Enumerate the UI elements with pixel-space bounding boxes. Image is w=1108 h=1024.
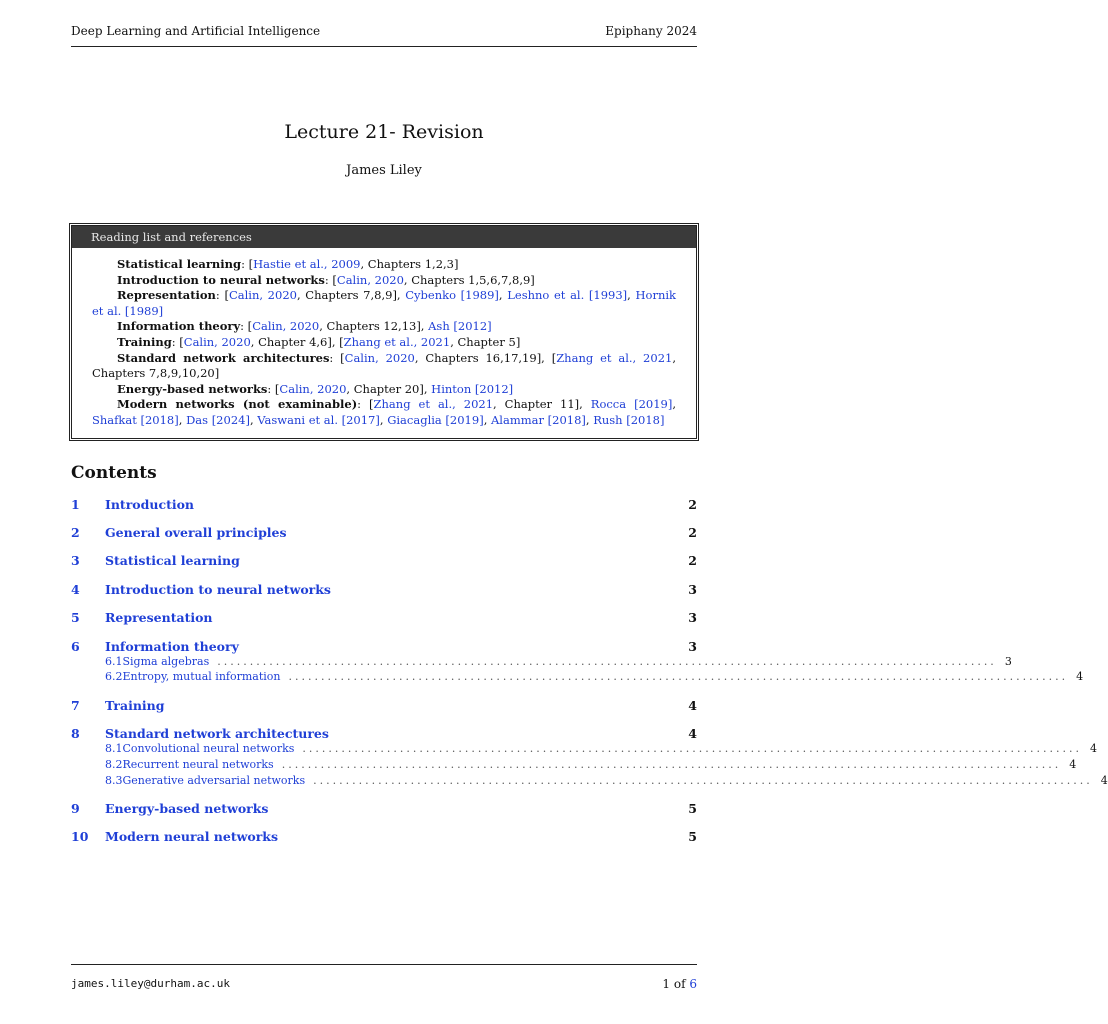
toc-section-row[interactable] bbox=[71, 637, 697, 655]
page-footer bbox=[71, 977, 697, 991]
reading-list-heading: Reading list and references bbox=[72, 226, 696, 248]
citation-text: , Chapter 11], bbox=[493, 397, 591, 412]
reading-topic: Representation bbox=[117, 288, 216, 303]
citation-text: , Chapter 4,6], [ bbox=[250, 334, 344, 349]
toc-leader-dots: ........................................................................................................................ bbox=[217, 655, 997, 668]
citation-link[interactable]: Leshno et al. [1993] bbox=[507, 288, 628, 303]
toc-subsection-number: 8.1 bbox=[105, 742, 123, 755]
toc-subsection-row[interactable] bbox=[71, 757, 1077, 772]
toc-section-number: 5 bbox=[71, 609, 80, 625]
toc-subsection-title[interactable]: Convolutional neural networks bbox=[122, 742, 295, 755]
footer-rule bbox=[71, 964, 697, 965]
page-title: Lecture 21- Revision bbox=[284, 121, 484, 143]
author-email-link[interactable]: james.liley@durham.ac.uk bbox=[71, 977, 230, 990]
citation-link[interactable]: Zhang et al., 2021 bbox=[556, 350, 673, 365]
toc-subsection-row[interactable] bbox=[71, 654, 1012, 669]
toc-section-page: 5 bbox=[688, 800, 697, 816]
toc-section-number: 10 bbox=[71, 828, 89, 844]
reading-separator: : [ bbox=[329, 350, 345, 365]
reading-entry bbox=[92, 257, 676, 273]
toc-section-row[interactable] bbox=[71, 523, 697, 541]
toc-subsection-title[interactable]: Recurrent neural networks bbox=[122, 758, 274, 771]
citation-link[interactable]: Giacaglia [2019] bbox=[387, 412, 484, 427]
toc-section-row[interactable] bbox=[71, 724, 697, 742]
reading-entry bbox=[92, 273, 676, 289]
citation-link[interactable]: Rush [2018] bbox=[593, 412, 665, 427]
reading-list-box bbox=[69, 223, 699, 441]
citation-link[interactable]: Shafkat [2018] bbox=[92, 412, 179, 427]
contents-heading: Contents bbox=[71, 463, 157, 483]
citation-text: , bbox=[627, 288, 636, 303]
citation-link[interactable]: Calin, 2020 bbox=[279, 381, 347, 396]
toc-subsection-row[interactable] bbox=[71, 741, 1098, 756]
reading-separator: : [ bbox=[267, 381, 280, 396]
toc-section-title[interactable]: Representation bbox=[105, 609, 213, 625]
citation-link[interactable]: Hastie et al., 2009 bbox=[253, 257, 361, 271]
toc-subsection-page: 4 bbox=[1076, 670, 1084, 683]
toc-leader-dots: ........................................................................................................................ bbox=[313, 774, 1093, 787]
citation-link[interactable]: Rocca [2019] bbox=[590, 397, 673, 412]
reading-topic: Energy-based networks bbox=[117, 381, 268, 396]
citation-link[interactable]: Calin, 2020 bbox=[252, 319, 320, 334]
citation-link[interactable]: Ash [2012] bbox=[428, 319, 492, 334]
toc-leader-dots: ........................................................................................................................ bbox=[288, 670, 1069, 683]
toc-subsection-number: 6.1 bbox=[105, 655, 123, 668]
toc-subsection-number: 8.2 bbox=[105, 758, 123, 771]
toc-section-title[interactable]: Statistical learning bbox=[105, 552, 240, 568]
reading-separator: : [ bbox=[357, 397, 374, 412]
reading-separator: : [ bbox=[240, 319, 253, 334]
toc-subsection-row[interactable] bbox=[71, 773, 1108, 788]
toc-section-page: 5 bbox=[688, 828, 697, 844]
reading-entry bbox=[92, 397, 676, 428]
toc-subsection-title[interactable]: Sigma algebras bbox=[122, 655, 210, 668]
toc-section-title[interactable]: Modern neural networks bbox=[105, 828, 279, 844]
reading-topic: Modern networks (not examinable) bbox=[117, 397, 358, 412]
citation-link[interactable]: Zhang et al., 2021 bbox=[343, 334, 451, 349]
citation-text: , bbox=[585, 412, 594, 427]
toc-section-title[interactable]: Training bbox=[105, 697, 165, 713]
reading-topic: Introduction to neural networks bbox=[117, 272, 325, 287]
toc-subsection-page: 4 bbox=[1090, 742, 1098, 755]
author-name: James Liley bbox=[346, 163, 422, 178]
citation-text: , bbox=[379, 412, 388, 427]
reading-entry bbox=[92, 335, 676, 351]
citation-link[interactable]: Calin, 2020 bbox=[336, 272, 404, 287]
citation-link[interactable]: Calin, 2020 bbox=[344, 350, 415, 365]
reading-separator: : [ bbox=[215, 288, 229, 303]
toc-section-page: 4 bbox=[688, 725, 697, 741]
citation-link[interactable]: Zhang et al., 2021 bbox=[373, 397, 494, 412]
toc-section-number: 6 bbox=[71, 638, 80, 654]
citation-link[interactable]: Hinton [2012] bbox=[431, 381, 514, 396]
citation-link[interactable]: Das [2024] bbox=[186, 412, 250, 427]
citation-text: , Chapters 12,13], bbox=[319, 319, 429, 334]
reading-list-body bbox=[72, 248, 696, 429]
toc-subsection-page: 3 bbox=[1004, 655, 1012, 668]
toc-section-page: 2 bbox=[688, 496, 697, 512]
header-course-title: Deep Learning and Artificial Intelligence bbox=[71, 24, 321, 38]
reading-entry bbox=[92, 288, 676, 319]
toc-section-page: 2 bbox=[688, 524, 697, 540]
reading-entry bbox=[92, 382, 676, 398]
citation-text: , Chapters 7,8,9,10,20] bbox=[92, 350, 676, 381]
page-total-link[interactable]: 6 bbox=[689, 977, 697, 991]
page-number bbox=[662, 977, 697, 991]
toc-section-page: 3 bbox=[688, 638, 697, 654]
header-term: Epiphany 2024 bbox=[605, 24, 697, 38]
toc-section-title[interactable]: Information theory bbox=[105, 638, 239, 654]
reading-topic: Information theory bbox=[117, 319, 241, 334]
toc-section-number: 9 bbox=[71, 800, 80, 816]
toc-section-page: 3 bbox=[688, 581, 697, 597]
citation-text: , Chapters 1,2,3] bbox=[360, 257, 459, 271]
toc-section-title[interactable]: General overall principles bbox=[105, 524, 287, 540]
toc-subsection-title[interactable]: Generative adversarial networks bbox=[122, 774, 306, 787]
toc-section-row[interactable] bbox=[71, 551, 697, 569]
citation-text: , bbox=[498, 288, 508, 303]
reading-entry bbox=[92, 319, 676, 335]
reading-entry bbox=[92, 351, 676, 382]
toc-subsection-page: 4 bbox=[1100, 774, 1108, 787]
toc-section-number: 4 bbox=[71, 581, 80, 597]
toc-section-row[interactable] bbox=[71, 608, 697, 626]
citation-link[interactable]: Calin, 2020 bbox=[183, 334, 251, 349]
toc-subsection-number: 6.2 bbox=[105, 670, 123, 683]
toc-section-title[interactable]: Energy-based networks bbox=[105, 800, 269, 816]
toc-section-number: 2 bbox=[71, 524, 80, 540]
toc-section-row[interactable] bbox=[71, 580, 697, 598]
citation-link[interactable]: Hornik et al. [1989] bbox=[92, 288, 677, 318]
citation-link[interactable]: Calin, 2020 bbox=[228, 288, 297, 303]
citation-text: , Chapter 20], bbox=[346, 381, 432, 396]
toc-section-number: 7 bbox=[71, 697, 80, 713]
toc-section-row[interactable] bbox=[71, 799, 697, 817]
toc-subsection-title[interactable]: Entropy, mutual information bbox=[122, 670, 281, 683]
toc-section-row[interactable] bbox=[71, 827, 697, 845]
toc-leader-dots: ........................................................................................................................ bbox=[281, 758, 1062, 771]
toc-section-title[interactable]: Standard network architectures bbox=[105, 725, 329, 741]
header-rule bbox=[71, 46, 697, 47]
page-number-prefix: 1 of bbox=[662, 977, 690, 991]
toc-subsection-row[interactable] bbox=[71, 669, 1084, 684]
citation-link[interactable]: Alammar [2018] bbox=[491, 412, 586, 427]
citation-text: , bbox=[672, 397, 676, 412]
toc-section-page: 4 bbox=[688, 697, 697, 713]
toc-section-title[interactable]: Introduction to neural networks bbox=[105, 581, 331, 597]
toc-section-row[interactable] bbox=[71, 696, 697, 714]
toc-subsection-page: 4 bbox=[1069, 758, 1077, 771]
toc-section-number: 1 bbox=[71, 496, 80, 512]
reading-separator: : [ bbox=[171, 334, 184, 349]
citation-text: , Chapters 7,8,9], bbox=[296, 288, 406, 303]
citation-link[interactable]: Cybenko [1989] bbox=[405, 288, 499, 303]
running-header bbox=[71, 24, 697, 48]
toc-subsection-number: 8.3 bbox=[105, 774, 123, 787]
toc-section-page: 2 bbox=[688, 552, 697, 568]
toc-section-row[interactable] bbox=[71, 495, 697, 513]
reading-separator: : [ bbox=[324, 272, 337, 287]
citation-text: , bbox=[178, 412, 187, 427]
citation-text: , Chapter 5] bbox=[450, 334, 521, 349]
citation-text: , bbox=[249, 412, 258, 427]
reading-separator: : [ bbox=[241, 257, 254, 271]
citation-link[interactable]: Vaswani et al. [2017] bbox=[257, 412, 380, 427]
citation-text: , Chapters 1,5,6,7,8,9] bbox=[403, 272, 535, 287]
toc-section-page: 3 bbox=[688, 609, 697, 625]
toc-section-number: 3 bbox=[71, 552, 80, 568]
toc-leader-dots: ........................................................................................................................ bbox=[302, 742, 1083, 755]
reading-topic: Standard network architectures bbox=[117, 350, 330, 365]
citation-text: , Chapters 16,17,19], [ bbox=[414, 350, 557, 365]
citation-text: , bbox=[483, 412, 491, 427]
toc-section-number: 8 bbox=[71, 725, 80, 741]
reading-topic: Training bbox=[117, 334, 172, 349]
reading-topic: Statistical learning bbox=[117, 257, 242, 271]
toc-section-title[interactable]: Introduction bbox=[105, 496, 195, 512]
